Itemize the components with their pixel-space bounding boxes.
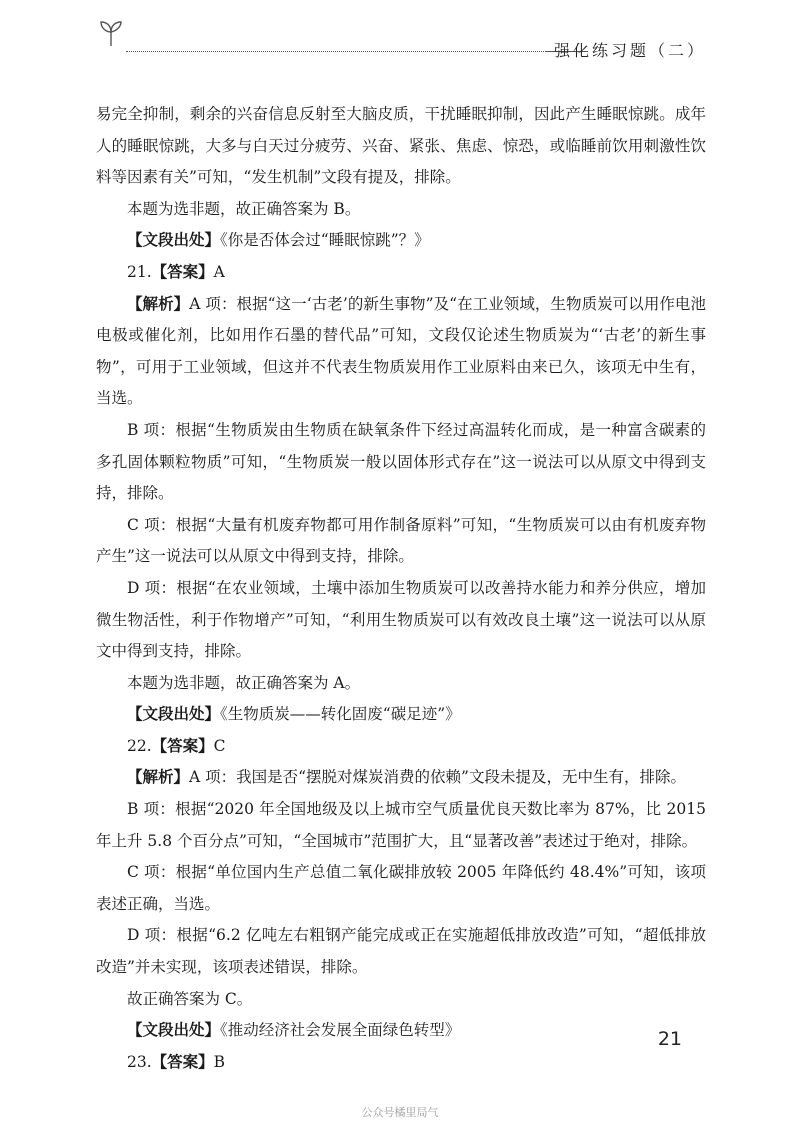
answer-label: 【答案】 [151, 262, 214, 281]
watermark-text: 公众号橘里局气 [361, 1106, 439, 1119]
analysis-paragraph [96, 762, 706, 794]
source-title: 《生物质炭——转化固废“碳足迹”》 [220, 705, 461, 724]
source-label: 【文段出处】 [127, 705, 221, 724]
question-number: 21. [127, 262, 152, 281]
paragraph: 本题为选非题，故正确答案为 A。 [127, 673, 361, 692]
analysis-label: 【解析】 [127, 294, 190, 313]
paragraph: 易完全抑制，剩余的兴奋信息反射至大脑皮质，干扰睡眠抑制，因此产生睡眠惊跳。成年人的睡眠惊跳，大多与白天过分疲劳、兴奋、紧张、焦虑、惊恐，或临睡前饮用刺激性饮料等因素有关”可知，“发生机制”文段有提及，排除。 [96, 105, 706, 187]
paragraph: D 项：根据“6.2 亿吨左右粗钢产能完成或正在实施超低排放改造”可知，“超低排放改造”并未实现，该项表述错误，排除。 [96, 926, 706, 977]
paragraph: 故正确答案为 C。 [127, 989, 253, 1008]
source-label: 【文段出处】 [127, 1021, 221, 1040]
paragraph: B 项：根据“2020 年全国地级及以上城市空气质量优良天数比率为 87%，比 2015 年上升 5.8 个百分点”可知，“全国城市”范围扩大，且“显著改善”表述过于绝对，排除。 [96, 800, 706, 850]
answer-value: C [213, 736, 226, 755]
paragraph: D 项：根据“在农业领域，土壤中添加生物质炭可以改善持水能力和养分供应，增加微生物活性，利于作物增产”可知，“利用生物质炭可以有效改良土壤”这一说法可以从原文中得到支持，排除。 [96, 578, 706, 661]
header-dotted-rule [126, 51, 546, 52]
answer-label: 【答案】 [151, 1052, 214, 1071]
answer-value: A [213, 262, 225, 281]
paragraph: B 项：根据“生物质炭由生物质在缺氧条件下经过高温转化而成，是一种富含碳素的多孔固体颗粒物质”可知，“生物质炭一般以固体形式存在”这一说法可以从原文中得到支持，排除。 [96, 420, 706, 503]
answer-line [96, 731, 706, 763]
source-line [96, 699, 706, 731]
source-title: 《推动经济社会发展全面绿色转型》 [220, 1021, 461, 1040]
page-header [96, 18, 706, 60]
source-line [96, 225, 706, 257]
page-body [96, 99, 706, 1078]
source-title: 《你是否体会过“睡眠惊跳”？》 [220, 231, 430, 250]
answer-label: 【答案】 [151, 736, 214, 755]
analysis-text: A 项：我国是否“摆脱对煤炭消费的依赖”文段未提及，无中生有，排除。 [189, 768, 686, 787]
paragraph: C 项：根据“大量有机废弃物都可用作制备原料”可知，“生物质炭可以由有机废弃物产生”这一说法可以从原文中得到支持，排除。 [96, 515, 706, 566]
source-label: 【文段出处】 [127, 231, 221, 250]
sprout-icon [96, 18, 126, 48]
answer-line [96, 1047, 706, 1079]
paragraph: C 项：根据“单位国内生产总值二氧化碳排放较 2005 年降低约 48.4%”可知，该项表述正确，当选。 [96, 863, 706, 913]
answer-value: B [213, 1052, 226, 1071]
header-title: 强化练习题（二） [553, 41, 706, 60]
paragraph: 本题为选非题，故正确答案为 B。 [127, 199, 361, 218]
source-line [96, 1015, 706, 1047]
answer-line [96, 257, 706, 289]
question-number: 22. [127, 736, 152, 755]
analysis-paragraph [96, 289, 706, 415]
analysis-label: 【解析】 [127, 768, 190, 787]
analysis-text: A 项：根据“这一‘古老’的新生事物”及“在工业领域，生物质炭可以用作电池电极或催化剂，比如用作石墨的替代品”可知，文段仅论述生物质炭为“‘古老’的新生事物”，可用于工业领域，但这并不代表生物质炭用作工业原料由来已久，该项无中生有，当选。 [96, 294, 706, 408]
question-number: 23. [127, 1052, 152, 1071]
page-number: 21 [657, 1028, 682, 1050]
